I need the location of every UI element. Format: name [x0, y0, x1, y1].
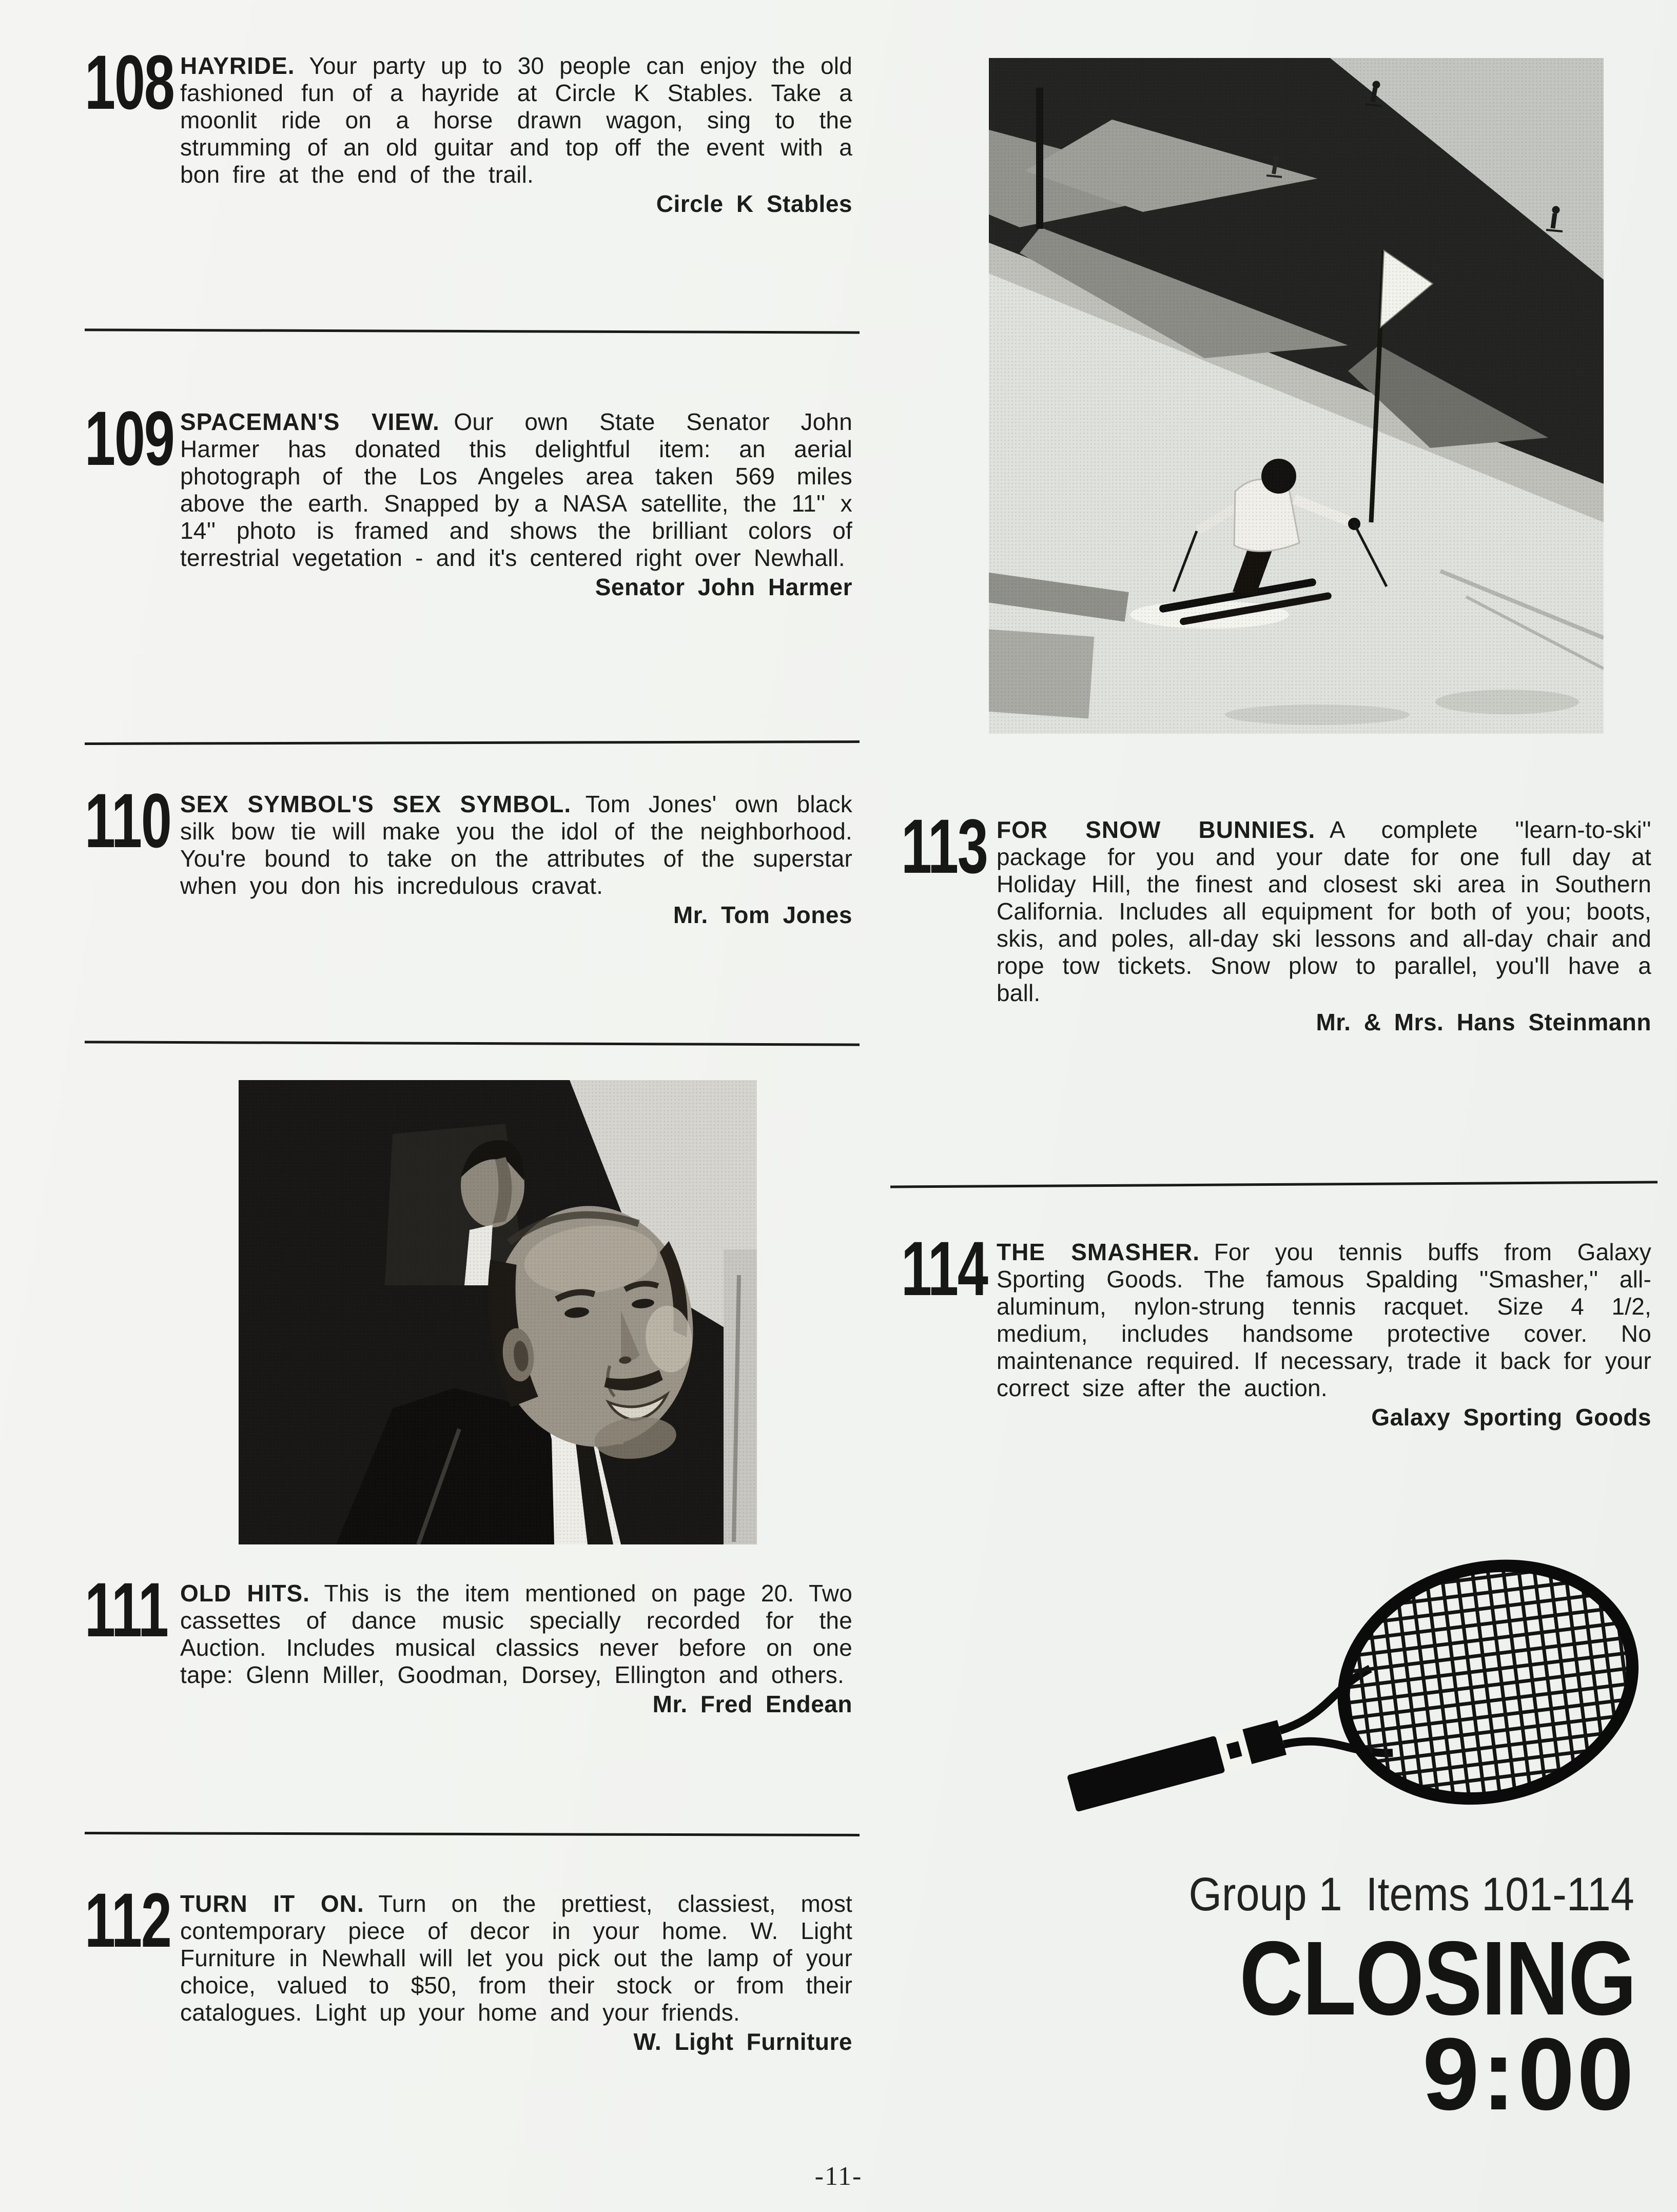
item-112 — [85, 1877, 852, 2056]
item-113-description — [997, 816, 1651, 1036]
portrait-photo-illustration — [239, 1080, 757, 1544]
item-111-number: 111 — [85, 1567, 168, 1653]
item-108-body: Your party up to 30 people can enjoy the old fashioned fun of a hayride at Circle K Stables. Take a moonlit ride on a horse drawn wagon, sing to the strumming of an old guitar and top off the event with a bon fire at the end of the trail. — [180, 52, 852, 188]
item-108-title: HAYRIDE. — [180, 52, 295, 79]
item-114-body: For you tennis buffs from Galaxy Sporting Goods. The famous Spalding ''Smasher,'' all-aluminum, nylon-strung tennis racquet. Size 4 1/2, medium, includes handsome protective cover. No maintenance required. If necessary, trade it back for your correct size after the auction. — [997, 1239, 1651, 1401]
page-number: -11- — [814, 2162, 863, 2191]
item-113-credit: Mr. & Mrs. Hans Steinmann — [1316, 1009, 1651, 1035]
ski-slope-photo — [989, 58, 1604, 734]
item-110-credit: Mr. Tom Jones — [673, 902, 852, 928]
tennis-racquet-illustration — [1052, 1550, 1647, 1852]
item-114 — [901, 1225, 1655, 1431]
divider — [85, 328, 860, 334]
item-113 — [901, 803, 1655, 1036]
closing-label: CLOSING — [1239, 1920, 1636, 2037]
item-112-number: 112 — [85, 1877, 171, 1963]
item-108-credit: Circle K Stables — [656, 190, 852, 217]
item-110-body: Tom Jones' own black silk bow tie will make you the idol of the neighborhood. You're bound to take on the attributes of the superstar when you don his incredulous cravat. — [180, 791, 852, 899]
divider — [890, 1181, 1658, 1188]
item-111-credit: Mr. Fred Endean — [652, 1691, 852, 1717]
item-112-body: Turn on the prettiest, classiest, most contemporary piece of decor in your home. W. Light Furniture in Newhall will let you pick out the lamp of your choice, valued to $50, from their stock or from their catalogues. Light up your home and your friends. — [180, 1890, 852, 2026]
item-112-description — [180, 1890, 852, 2056]
item-111 — [85, 1567, 852, 1718]
divider — [85, 1832, 860, 1836]
divider — [85, 1041, 860, 1046]
item-114-number: 114 — [901, 1225, 987, 1311]
item-110-number: 110 — [85, 777, 171, 864]
item-113-body: A complete ''learn-to-ski'' package for you and your date for one full day at Holiday Hill, the finest and closest ski area in Southern California. Includes all equipment for both of you; boots, skis, and poles, all-day ski lessons and all-day chair and rope tow tickets. Snow plow to parallel, you'll have a ball. — [997, 816, 1652, 1006]
item-109-credit: Senator John Harmer — [595, 574, 852, 600]
item-109-number: 109 — [85, 395, 174, 481]
item-109-title: SPACEMAN'S VIEW. — [180, 408, 440, 435]
item-108 — [85, 39, 852, 218]
item-110 — [85, 777, 852, 929]
item-110-title: SEX SYMBOL'S SEX SYMBOL. — [180, 791, 572, 817]
closing-time: 9:00 — [1422, 2017, 1636, 2131]
item-110-description — [180, 791, 852, 929]
item-109 — [85, 395, 852, 601]
item-109-description — [180, 408, 852, 601]
item-111-title: OLD HITS. — [180, 1580, 310, 1607]
racquet-grip — [1067, 1735, 1225, 1812]
divider — [85, 740, 860, 745]
tennis-racquet-drawing — [1052, 1550, 1647, 1852]
item-111-body: This is the item mentioned on page 20. Two cassettes of dance music specially recorded for the Auction. Includes musical classics never before on one tape: Glenn Miller, Goodman, Dorsey, Ellington and others. — [180, 1580, 852, 1688]
item-113-title: FOR SNOW BUNNIES. — [997, 816, 1316, 843]
group-items-label: Group 1 Items 101-114 — [1188, 1868, 1634, 1921]
item-114-credit: Galaxy Sporting Goods — [1371, 1404, 1651, 1431]
item-109-body: Our own State Senator John Harmer has donated this delightful item: an aerial photograph of the Los Angeles area taken 569 miles above the earth. Snapped by a NASA satellite, the 11'' x 14'' photo is framed and shows the brilliant colors of terrestrial vegetation - and it's centered right over Newhall. — [180, 408, 852, 571]
item-112-title: TURN IT ON. — [180, 1890, 364, 1917]
racquet-head — [1317, 1550, 1647, 1830]
portrait-photo — [239, 1080, 757, 1544]
item-111-description — [180, 1580, 852, 1718]
item-114-description — [997, 1239, 1651, 1431]
item-113-number: 113 — [901, 803, 987, 889]
item-114-title: THE SMASHER. — [997, 1239, 1200, 1265]
item-108-description — [180, 52, 852, 218]
item-112-credit: W. Light Furniture — [633, 2028, 852, 2055]
item-108-number: 108 — [85, 39, 174, 125]
ski-photo-illustration — [989, 58, 1604, 734]
